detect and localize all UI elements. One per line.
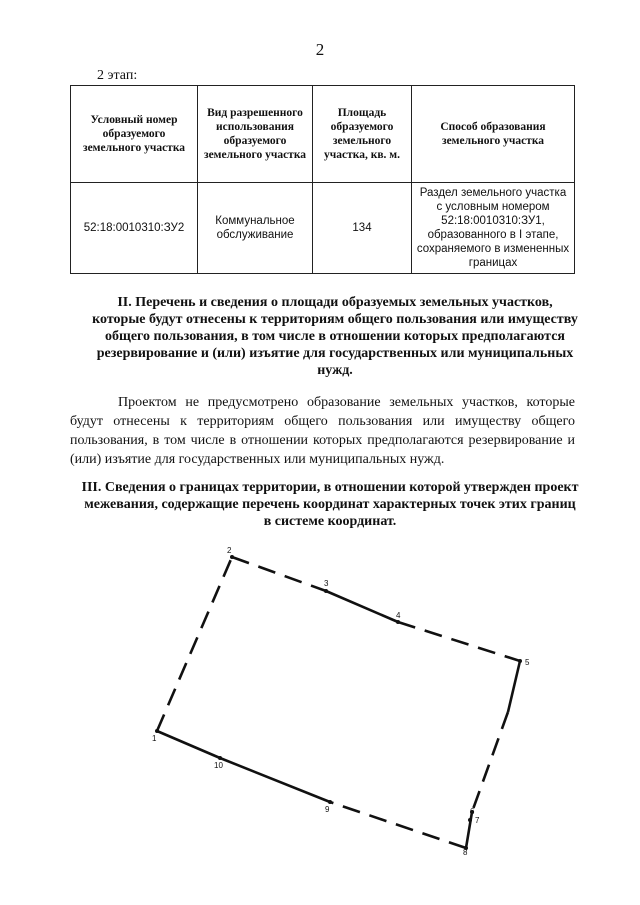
header-area: Площадь образуемого земельного участка, кв. м. xyxy=(313,86,412,183)
boundary-segment-10-1 xyxy=(157,731,220,758)
vertex-2 xyxy=(230,555,234,559)
page-number: 2 xyxy=(315,40,325,59)
vertex-1 xyxy=(155,729,159,733)
point-label-9: 9 xyxy=(325,805,330,814)
point-label-1: 1 xyxy=(152,734,157,743)
point-label-6: 6 xyxy=(470,807,475,816)
point-label-8: 8 xyxy=(463,848,468,857)
point-label-10: 10 xyxy=(214,761,223,770)
vertex-3 xyxy=(324,589,328,593)
boundary-segment-6-8 xyxy=(466,812,472,848)
stage-label: 2 этап: xyxy=(97,68,138,83)
point-label-4: 4 xyxy=(396,611,401,620)
header-permitted-use: Вид разрешенного использования образуемого земельного участка xyxy=(198,86,313,183)
header-formation-method: Способ образования земельного участка xyxy=(412,86,575,183)
boundary-segment-2-3 xyxy=(232,557,326,591)
point-label-3: 3 xyxy=(324,579,329,588)
vertex-10 xyxy=(218,756,222,760)
vertex-9 xyxy=(328,800,332,804)
boundary-segment-4-5 xyxy=(398,622,520,661)
point-label-5: 5 xyxy=(525,658,530,667)
boundary-segment-9-10 xyxy=(220,758,330,802)
point-label-7: 7 xyxy=(475,816,480,825)
cell-formation-method: Раздел земельного участка с условным номером 52:18:0010310:ЗУ1, образованного в I этапе, сохраняемого в измененных границах xyxy=(412,183,575,274)
section-3-heading: III. Сведения о границах территории, в отношении которой утвержден проект межевания, содержащие перечень координат характерных точек этих границ в системе координат. xyxy=(81,480,579,529)
boundary-segment-3-4 xyxy=(326,591,398,622)
boundary-segment-8-9 xyxy=(330,802,466,848)
point-label-2: 2 xyxy=(227,546,232,555)
cell-area: 134 xyxy=(313,183,412,274)
vertex-7 xyxy=(468,818,472,822)
boundary-segment-5-6a xyxy=(508,661,520,712)
section-2-heading: II. Перечень и сведения о площади образуемых земельных участков, которые будут отнесены к территориям общего пользования или имуществу общего пользования, в том числе в отношении которых предполагаются резервирование и (или) изъятие для государственных или муниципальных нужд. xyxy=(92,295,578,378)
vertex-5 xyxy=(518,659,522,663)
cell-permitted-use: Коммунальное обслуживание xyxy=(198,183,313,274)
vertex-4 xyxy=(396,620,400,624)
boundary-segment-1-2 xyxy=(157,557,232,731)
cell-plot-number: 52:18:0010310:ЗУ2 xyxy=(71,183,198,274)
boundary-segment-5-6b xyxy=(472,712,508,812)
header-plot-number: Условный номер образуемого земельного участка xyxy=(71,86,198,183)
section-2-text: Проектом не предусмотрено образование земельных участков, которые будут отнесены к территориям общего пользования или имуществу общего пользования, в том числе в отношении которых предполагаются резервирование и (или) изъятие для государственных или муниципальных нужд. xyxy=(70,395,575,467)
